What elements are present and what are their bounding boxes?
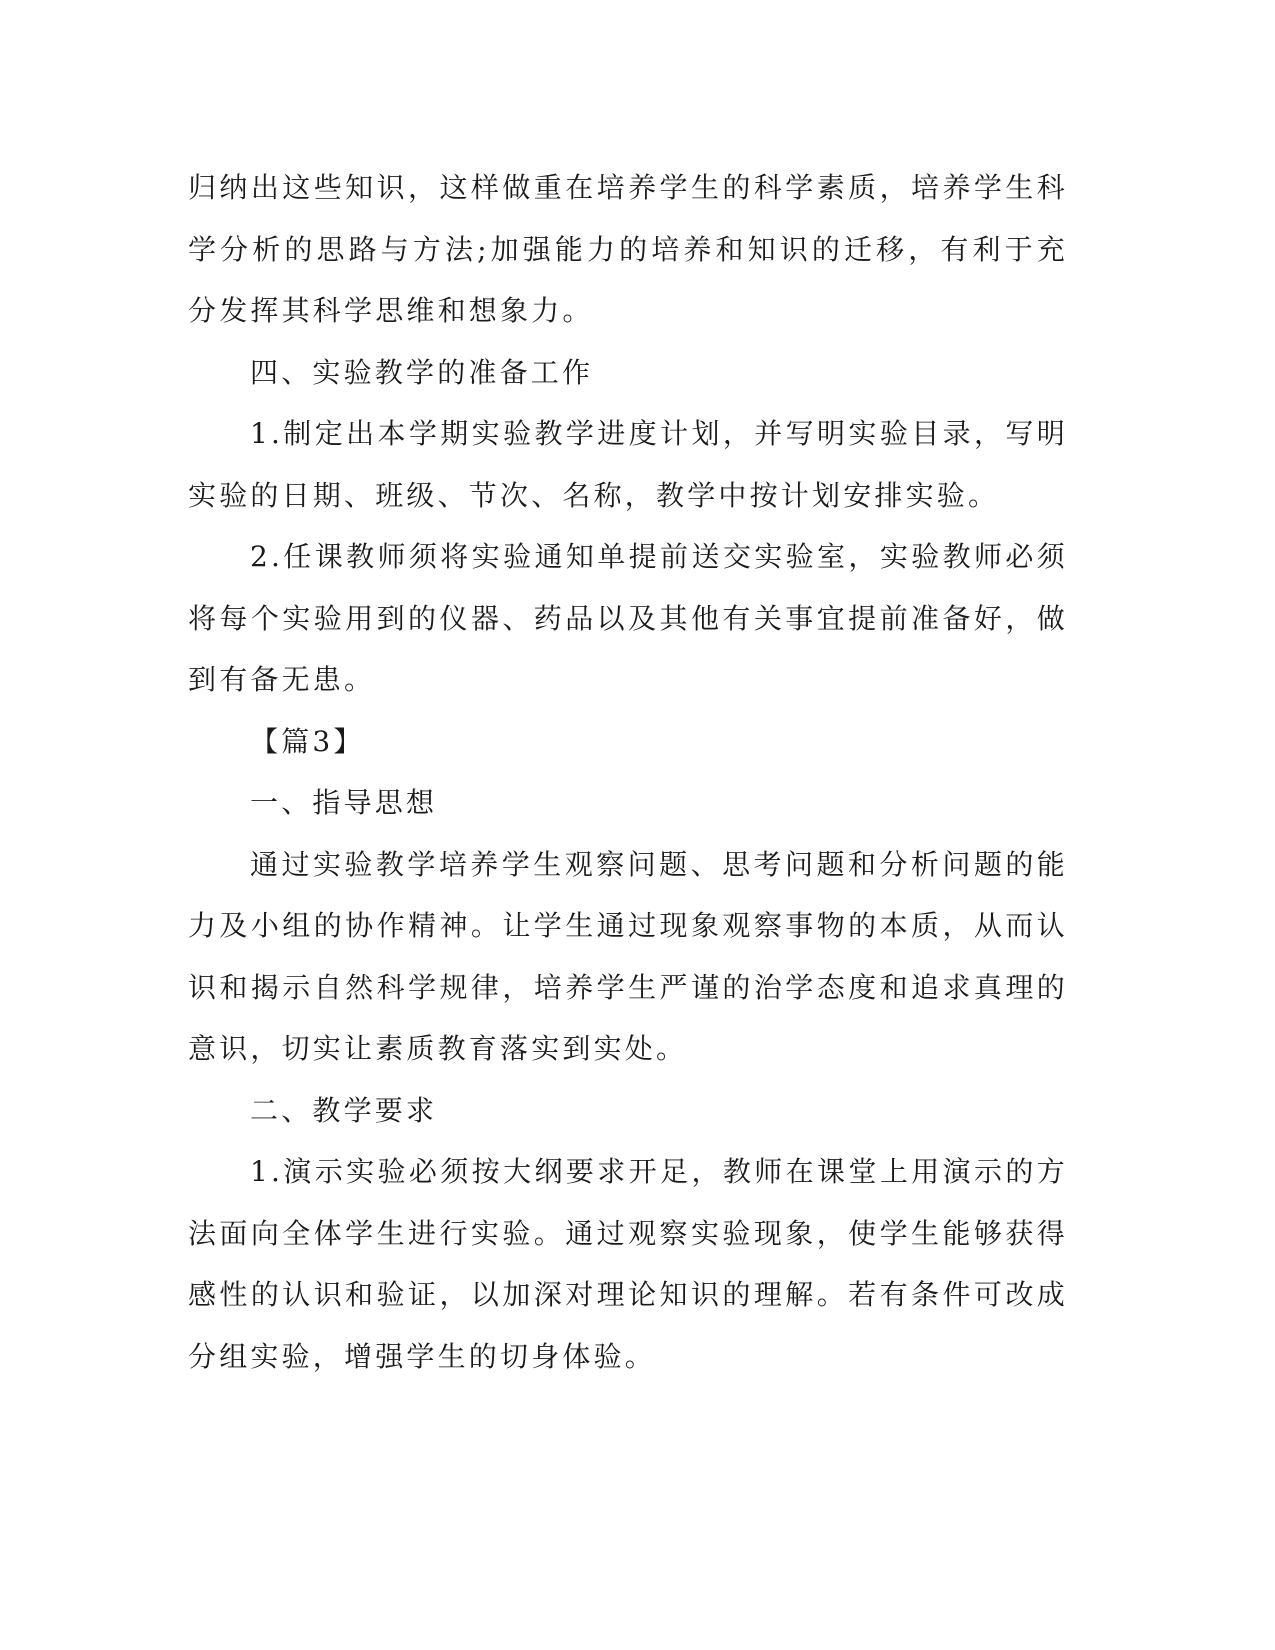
- paragraph-item-2: 2.任课教师须将实验通知单提前送交实验室，实验教师必须将每个实验用到的仪器、药品以及其他有关事宜提前准备好，做到有备无患。: [188, 540, 1068, 696]
- paragraph-item-1: 1.制定出本学期实验教学进度计划，并写明实验目录，写明实验的日期、班级、节次、名称，教学中按计划安排实验。: [188, 417, 1068, 512]
- paragraph-guiding-thought: 通过实验教学培养学生观察问题、思考问题和分析问题的能力及小组的协作精神。让学生通过现象观察事物的本质，从而认识和揭示自然科学规律，培养学生严谨的治学态度和追求真理的意识，切实让素质教育落实到实处。: [188, 847, 1068, 1065]
- paragraph-continuation: 归纳出这些知识，这样做重在培养学生的科学素质，培养学生科学分析的思路与方法;加强能力的培养和知识的迁移，有利于充分发挥其科学思维和想象力。: [188, 171, 1068, 327]
- section-heading-preparation: 四、实验教学的准备工作: [250, 355, 594, 389]
- document-body: [188, 157, 1068, 1387]
- section-heading-guiding-thought: 一、指导思想: [250, 786, 438, 819]
- article-heading: 【篇3】: [250, 724, 365, 758]
- paragraph-demonstration: 1.演示实验必须按大纲要求开足，教师在课堂上用演示的方法面向全体学生进行实验。通过观察实验现象，使学生能够获得感性的认识和验证，以加深对理论知识的理解。若有条件可改成分组实验，增强学生的切身体验。: [188, 1155, 1068, 1373]
- section-heading-teaching-requirements: 二、教学要求: [250, 1093, 438, 1127]
